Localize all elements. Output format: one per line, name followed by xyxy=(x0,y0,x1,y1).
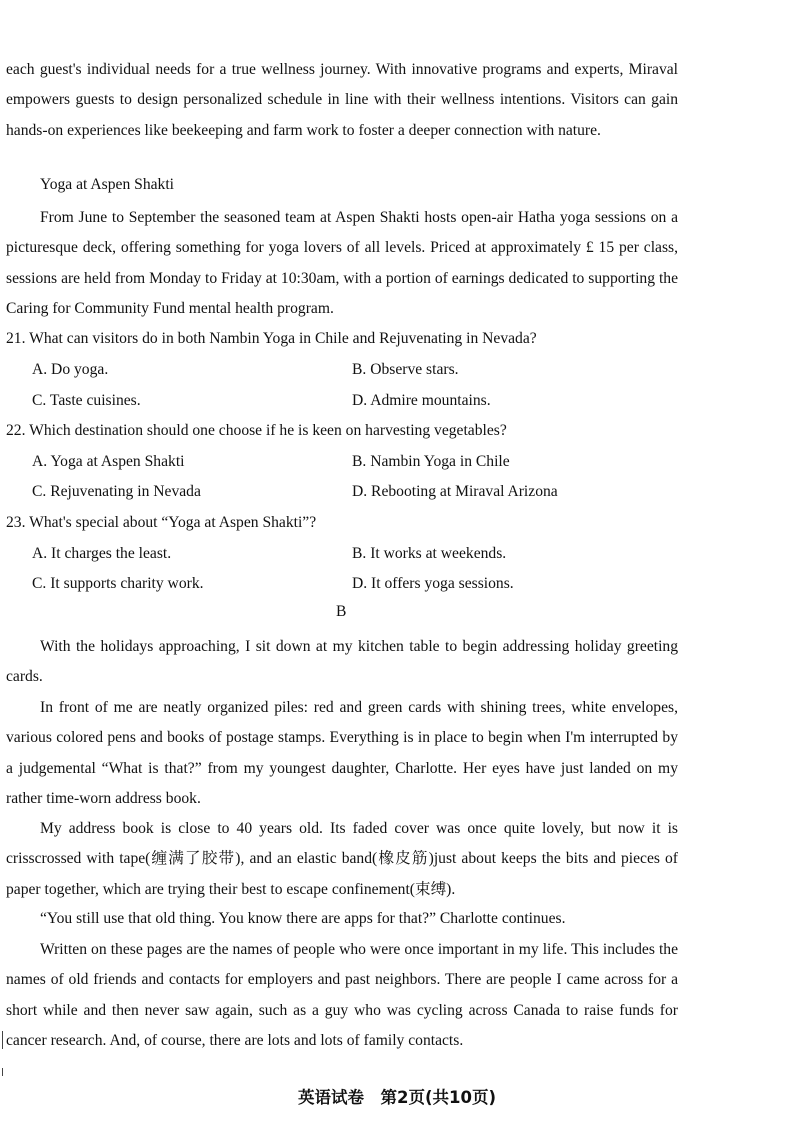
section-b-label: B xyxy=(336,603,347,620)
passage-b-paragraph-3: My address book is close to 40 years old. Its faded cover was once quite lovely, but now it is crisscrossed with tape(缠满了胶带), and an elastic band(橡皮筋)just about keeps the bits and pieces of paper together, which are trying their best to escape confinement(束缚). xyxy=(6,820,678,898)
yoga-aspen-shakti-paragraph: From June to September the seasoned team at Aspen Shakti hosts open-air Hatha yoga sessions on a picturesque deck, offering something for yoga lovers of all levels. Priced at approximately £ 15 per class, sessions are held from Monday to Friday at 10:30am, with a portion of earnings dedicated to supporting the Caring for Community Fund mental health program. xyxy=(6,209,678,317)
passage-b-paragraph-2: In front of me are neatly organized piles: red and green cards with shining trees, white envelopes, various colored pens and books of postage stamps. Everything is in place to begin when I'm interrupted by a judgemental “What is that?” from my youngest daughter, Charlotte. Her eyes have just landed on my rather time-worn address book. xyxy=(6,699,678,807)
question-23-option-a: A. It charges the least. xyxy=(32,545,172,562)
question-22-option-a: A. Yoga at Aspen Shakti xyxy=(32,453,185,470)
question-21-option-c: C. Taste cuisines. xyxy=(32,392,141,409)
question-22-option-b: B. Nambin Yoga in Chile xyxy=(352,453,510,470)
scan-margin-mark xyxy=(2,1068,3,1076)
passage-b-paragraph-5: Written on these pages are the names of people who were once important in my life. This includes the names of old friends and contacts for employers and past neighbors. There are people I came across for a short while and then never saw again, such as a guy who was cycling across Canada to raise funds for cancer research. And, of course, there are lots and lots of family contacts. xyxy=(6,941,678,1049)
question-22-stem: 22. Which destination should one choose if he is keen on harvesting vegetables? xyxy=(6,422,507,439)
question-21-stem: 21. What can visitors do in both Nambin Yoga in Chile and Rejuvenating in Nevada? xyxy=(6,330,537,347)
passage-b-paragraph-4: “You still use that old thing. You know there are apps for that?” Charlotte continues. xyxy=(40,910,566,927)
question-23-option-d: D. It offers yoga sessions. xyxy=(352,575,514,592)
question-21-option-b: B. Observe stars. xyxy=(352,361,459,378)
question-23-stem: 23. What's special about “Yoga at Aspen Shakti”? xyxy=(6,514,317,531)
question-23-option-c: C. It supports charity work. xyxy=(32,575,204,592)
scan-margin-mark xyxy=(2,1031,3,1049)
question-22-option-c: C. Rejuvenating in Nevada xyxy=(32,483,201,500)
question-22-option-d: D. Rebooting at Miraval Arizona xyxy=(352,483,558,500)
passage-b-paragraph-1: With the holidays approaching, I sit down at my kitchen table to begin addressing holiday greeting cards. xyxy=(6,638,678,686)
question-21-option-a: A. Do yoga. xyxy=(32,361,109,378)
question-21-option-d: D. Admire mountains. xyxy=(352,392,491,409)
page-footer: 英语试卷 第2页(共10页) xyxy=(297,1088,497,1107)
yoga-aspen-shakti-heading: Yoga at Aspen Shakti xyxy=(40,176,175,193)
passage-a-intro-paragraph: each guest's individual needs for a true wellness journey. With innovative programs and experts, Miraval empowers guests to design personalized schedule in line with their wellness intentions. Visitors can gain hands-on experiences like beekeeping and farm work to foster a deeper connection with nature. xyxy=(6,61,678,139)
question-23-option-b: B. It works at weekends. xyxy=(352,545,507,562)
